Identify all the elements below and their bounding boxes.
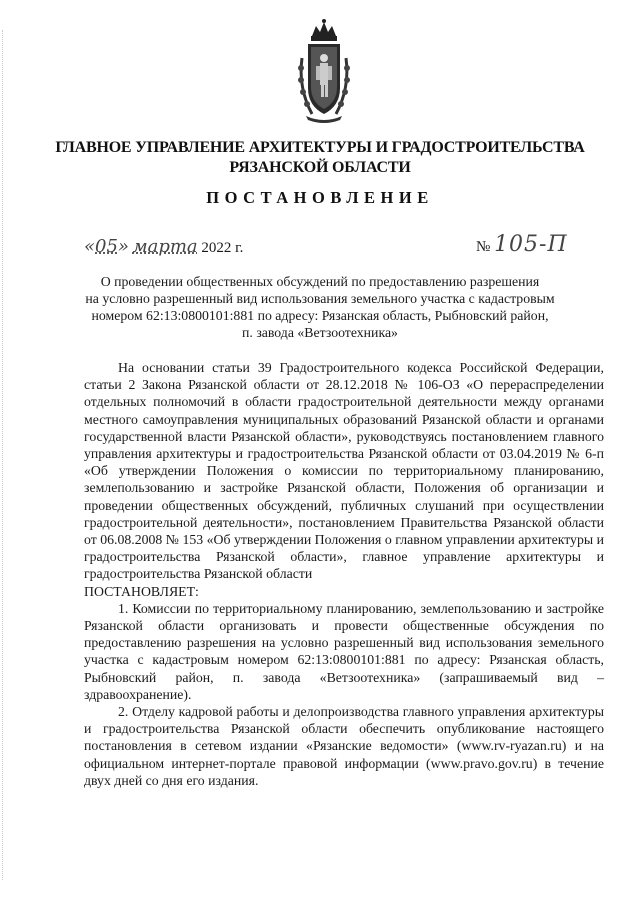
date-open-quote: « xyxy=(84,236,96,257)
authority-line-1: ГЛАВНОЕ УПРАВЛЕНИЕ АРХИТЕКТУРЫ И ГРАДОСТРОИТЕЛЬСТВА xyxy=(55,139,585,156)
clause-2-paragraph: 2. Отделу кадровой работы и делопроизводства главного управления архитектуры и градостроительства Рязанской области обеспечить опубликование настоящего постановления в сетевом издании «Рязанские ведомости» (www.rv-ryazan.ru) и на официальном интернет-портале правовой информации (www.pravo.gov.ru) в течение двух дней со дня его издания. xyxy=(84,704,604,788)
number-value: 105-П xyxy=(494,232,568,257)
number-sign: № xyxy=(476,239,491,255)
date-month: марта xyxy=(132,236,198,257)
document-type-title: ПОСТАНОВЛЕНИЕ xyxy=(206,188,434,207)
clause-1-paragraph: 1. Комиссии по территориальному планированию, землепользованию и застройке Рязанской области организовать и провести общественные обсуждения по предоставлению разрешения на условно разрешенный вид использования земельного участка с кадастровым номером 62:13:0800101:881 по адресу: Рязанская область, Рыбновский район, п. завода «Ветзоотехника» (запрашиваемый вид – здравоохранение). xyxy=(84,600,604,702)
document-subject xyxy=(70,273,570,341)
resolves-heading: ПОСТАНОВЛЯЕТ: xyxy=(84,583,199,599)
subject-line: п. завода «Ветзоотехника» xyxy=(242,325,398,340)
subject-line: О проведении общественных обсуждений по предоставлению разрешения xyxy=(100,274,540,289)
authority-line-2: РЯЗАНСКОЙ ОБЛАСТИ xyxy=(229,159,411,176)
date-day: 05 xyxy=(95,236,118,257)
subject-line: на условно разрешенный вид использования земельного участка с кадастровым xyxy=(85,291,555,306)
document-date xyxy=(84,236,243,257)
coat-of-arms-icon xyxy=(292,18,356,126)
issuing-authority xyxy=(40,138,600,178)
document-body xyxy=(84,359,604,789)
scan-edge xyxy=(2,30,5,880)
document-number xyxy=(476,232,568,257)
subject-line: номером 62:13:0800101:881 по адресу: Рязанская область, Рыбновский район, xyxy=(91,308,549,323)
preamble-paragraph: На основании статьи 39 Градостроительного кодекса Российской Федерации, статьи 2 Закона Рязанской области от 28.12.2018 № 106-ОЗ «О перераспределении отдельных полномочий в области градостроительной деятельности между органами местного самоуправления муниципальных образований Рязанской области и органами государственной власти Рязанской области», руководствуясь постановлением главного управления архитектуры и градостроительства Рязанской области от 03.04.2019 № 6-п «Об утверждении Положения о комиссии по территориальному планированию, землепользованию и застройке Рязанской области, Положения об организации и проведении общественных обсуждений, публичных слушаний при осуществлении градостроительной деятельности», постановлением Правительства Рязанской области от 06.08.2008 № 153 «Об утверждении Положения о главном управлении архитектуры и градостроительства Рязанской области», главное управление архитектуры и градостроительства Рязанской области xyxy=(84,360,604,582)
date-close-quote: » xyxy=(117,236,129,257)
date-year: 2022 г. xyxy=(201,240,244,256)
